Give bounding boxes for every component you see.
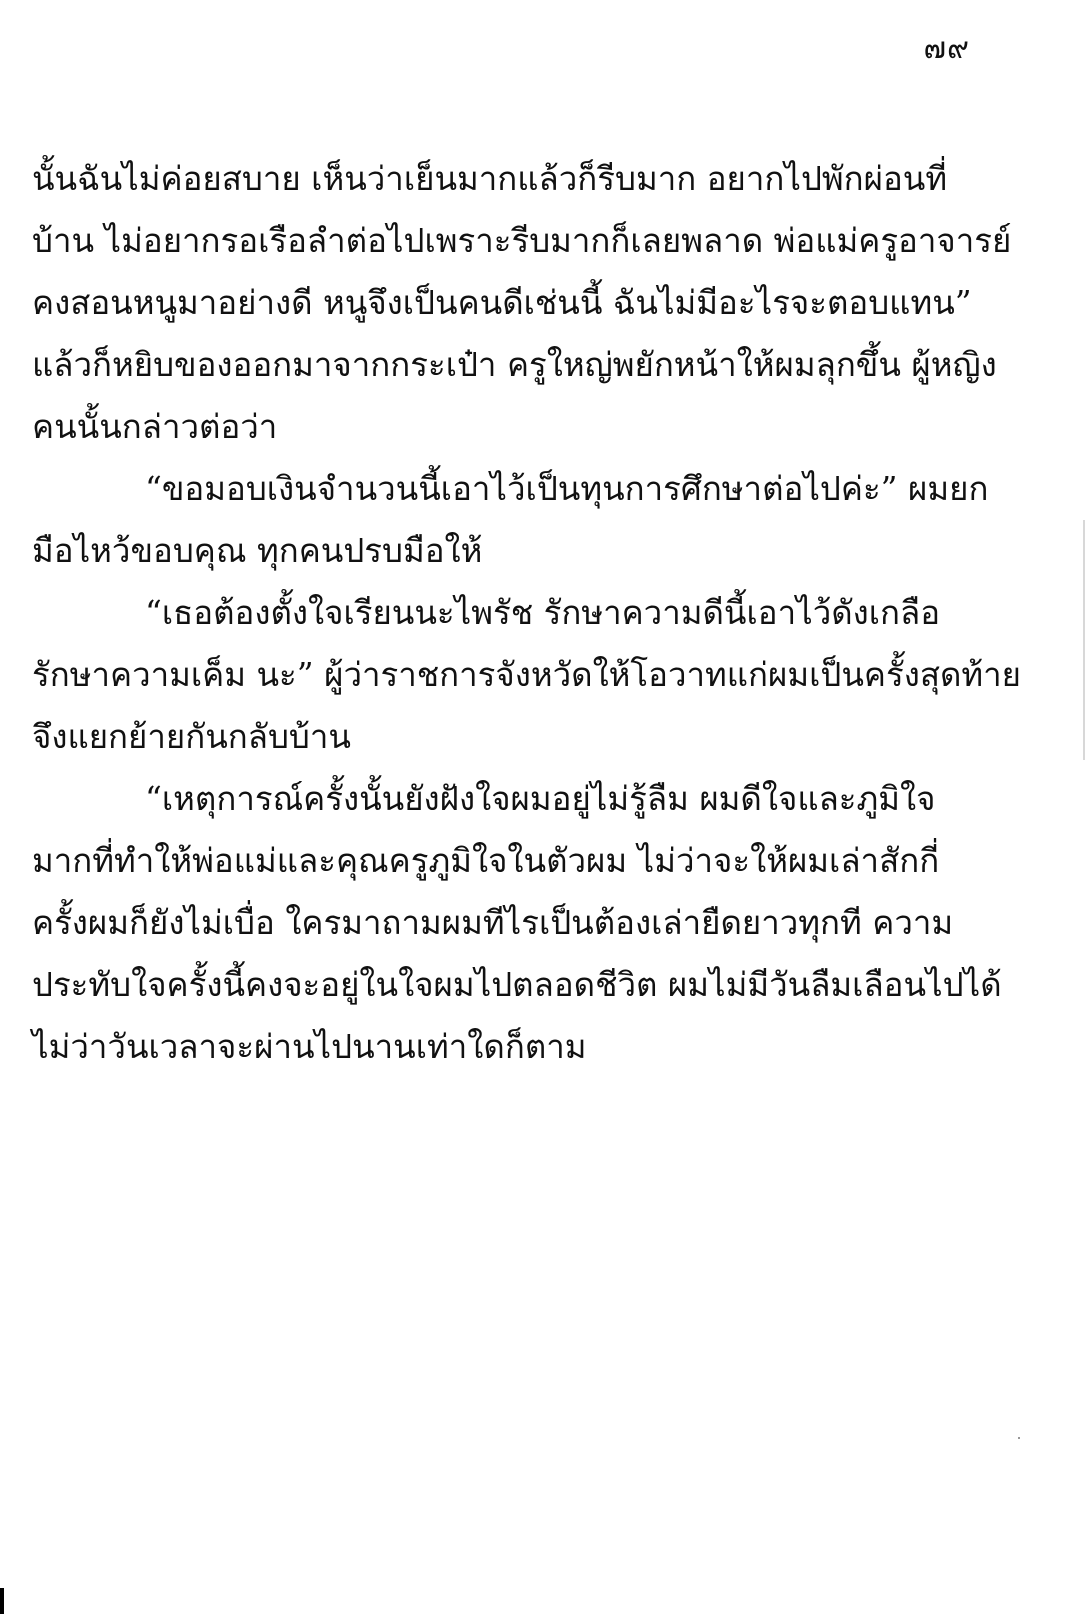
text-line: บ้าน ไม่อยากรอเรือลำต่อไปเพราะรีบมากก็เลยพลาด พ่อแม่ครูอาจารย์ (32, 221, 1012, 260)
text-line: มือไหว้ขอบคุณ ทุกคนปรบมือให้ (32, 531, 483, 570)
scan-edge-mark (1083, 520, 1085, 760)
text-line: “เธอต้องตั้งใจเรียนนะไพรัช รักษาความดีนี้เอาไว้ดังเกลือ (145, 593, 941, 632)
page-number: ๗๙ (923, 31, 970, 66)
text-line: รักษาความเค็ม นะ” ผู้ว่าราชการจังหวัดให้โอวาทแก่ผมเป็นครั้งสุดท้าย (32, 655, 1022, 694)
paragraph-2 (32, 458, 989, 582)
text-line: ประทับใจครั้งนี้คงจะอยู่ในใจผมไปตลอดชีวิต ผมไม่มีวันลืมเลือนไปได้ (32, 965, 1002, 1004)
text-line: นั้นฉันไม่ค่อยสบาย เห็นว่าเย็นมากแล้วก็รีบมาก อยากไปพักผ่อนที่ (32, 159, 948, 198)
body-text (32, 148, 1022, 1078)
paragraph-1 (32, 148, 1012, 458)
scan-corner-mark (0, 1588, 4, 1614)
text-line: คนนั้นกล่าวต่อว่า (32, 407, 278, 446)
text-line: ครั้งผมก็ยังไม่เบื่อ ใครมาถามผมทีไรเป็นต้องเล่ายืดยาวทุกที ความ (32, 903, 954, 942)
paragraph-4 (32, 768, 1002, 1078)
text-line: ไม่ว่าวันเวลาจะผ่านไปนานเท่าใดก็ตาม (32, 1027, 587, 1066)
text-line: แล้วก็หยิบของออกมาจากกระเป๋า ครูใหญ่พยักหน้าให้ผมลุกขึ้น ผู้หญิง (32, 345, 997, 384)
text-line: จึงแยกย้ายกันกลับบ้าน (32, 717, 351, 756)
text-line: มากที่ทำให้พ่อแม่และคุณครูภูมิใจในตัวผม ไม่ว่าจะให้ผมเล่าสักกี่ (32, 841, 940, 880)
text-line: “ขอมอบเงินจำนวนนี้เอาไว้เป็นทุนการศึกษาต่อไปค่ะ” ผมยก (145, 469, 989, 508)
text-line: คงสอนหนูมาอย่างดี หนูจึงเป็นคนดีเช่นนี้ ฉันไม่มีอะไรจะตอบแทน” (32, 283, 972, 322)
paragraph-3 (32, 582, 1022, 768)
text-line: “เหตุการณ์ครั้งนั้นยังฝังใจผมอยู่ไม่รู้ลืม ผมดีใจและภูมิใจ (145, 779, 936, 818)
scan-speck (1018, 1437, 1020, 1439)
